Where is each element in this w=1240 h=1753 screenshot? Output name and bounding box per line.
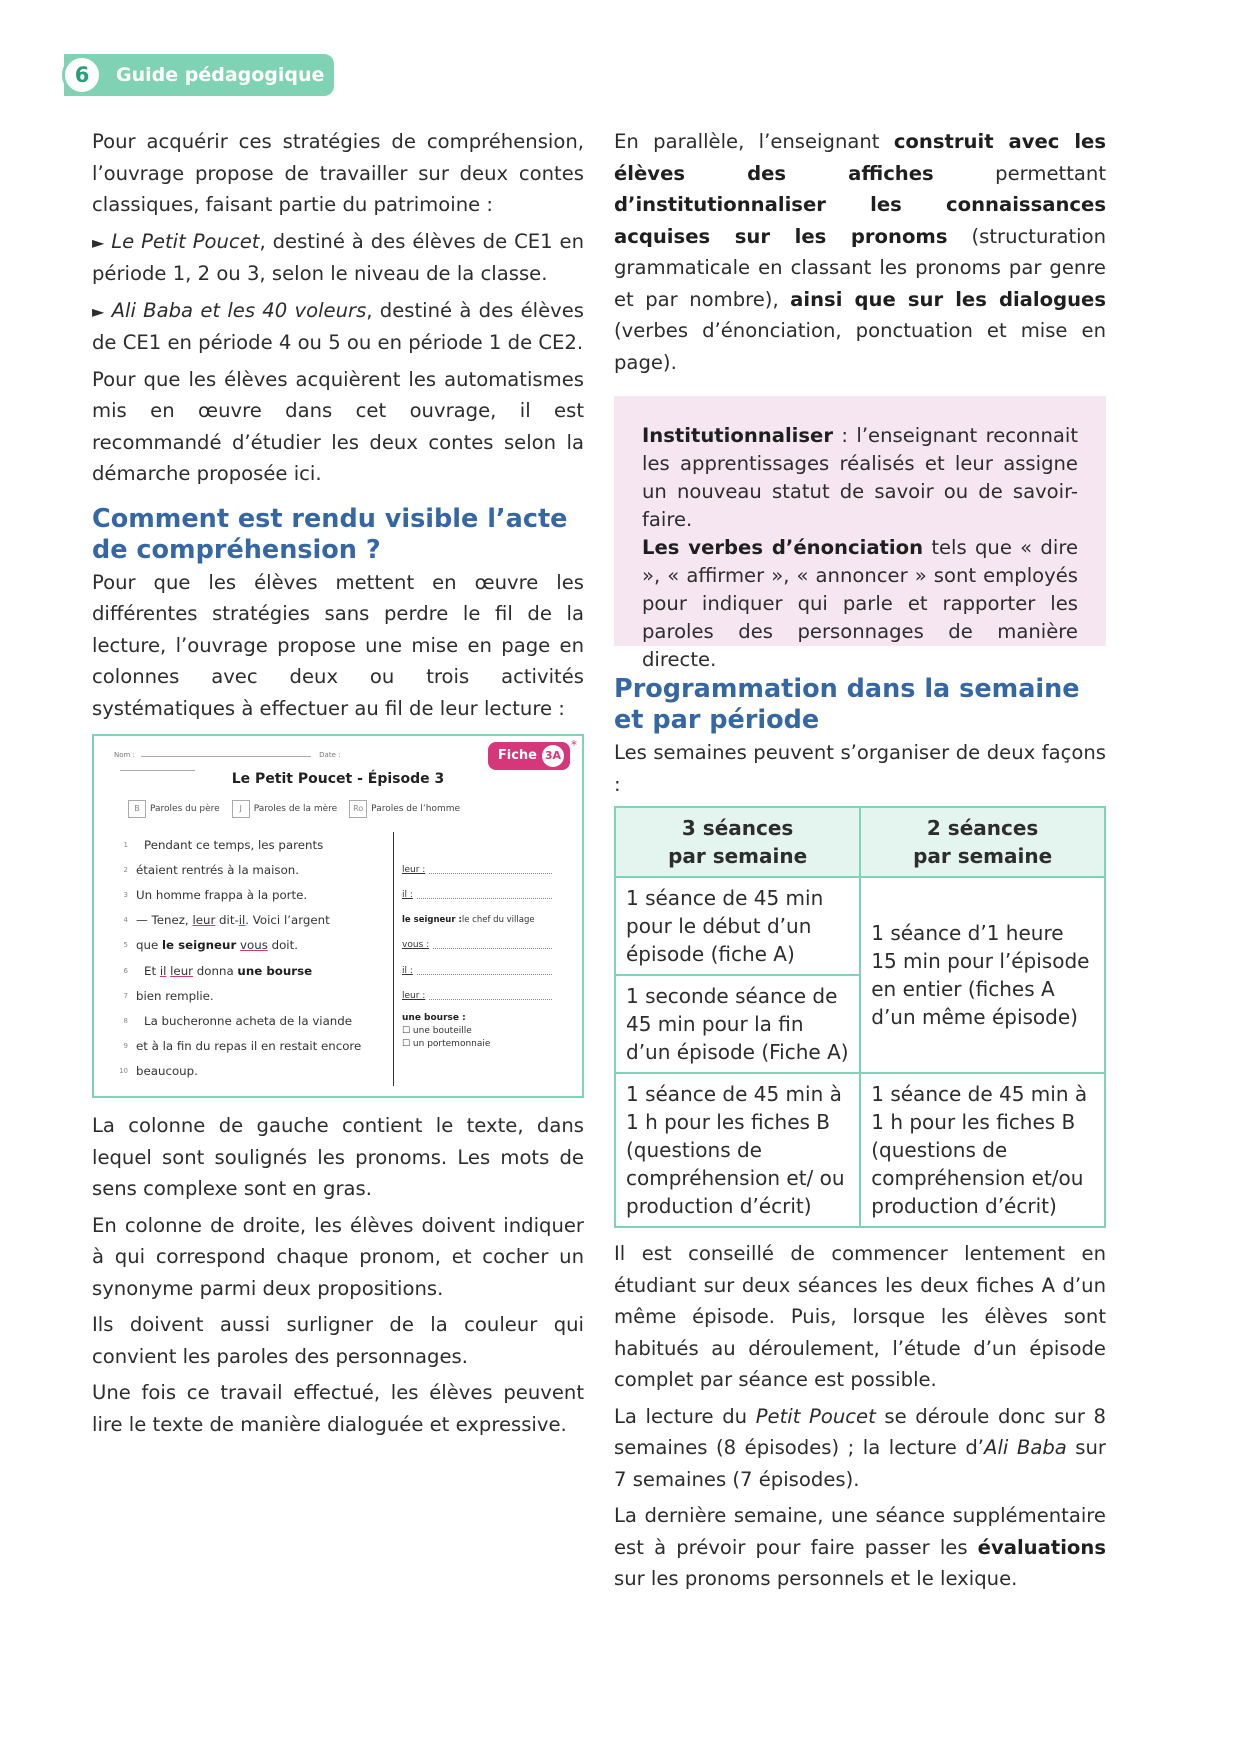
legend-item bbox=[349, 800, 460, 818]
fiche-example-figure bbox=[92, 734, 584, 1098]
table-header: 2 séances par semaine bbox=[860, 807, 1105, 877]
right-column bbox=[614, 126, 1106, 1600]
legend-color-box: B bbox=[128, 800, 146, 818]
table-row bbox=[615, 1073, 1105, 1227]
conseil-paragraph: Il est conseillé de commencer lentement en étudiant sur deux séances les deux fiches A d’un même épisode. Puis, lorsque les élèves sont habitués au déroulement, l’étude d’un épisode complet par séance est possible. bbox=[614, 1242, 1106, 1391]
bullet-ali-baba bbox=[92, 295, 584, 359]
answer-row: vous : bbox=[402, 933, 552, 958]
table-cell: 1 séance de 45 min à 1 h pour les fiches B (questions de compréhension et/ou production d’écrit) bbox=[860, 1073, 1105, 1227]
header-tab bbox=[64, 54, 334, 96]
answer-row: leur : bbox=[402, 983, 552, 1008]
bullet-text: , destiné à des élèves de CE1 en période 1, 2 ou 3, selon le niveau de la classe. bbox=[92, 229, 584, 285]
schedule-table bbox=[614, 806, 1106, 1228]
table-header: 3 séances par semaine bbox=[615, 807, 860, 877]
table-cell: 1 seconde séance de 45 min pour la fin d’un épisode (Fiche A) bbox=[615, 975, 860, 1073]
definition-text: : l’enseignant reconnait les apprentissages réalisés et leur assigne un nouveau statut de savoir ou de savoir-faire. bbox=[642, 424, 1078, 531]
definition-term: Institutionnaliser bbox=[642, 424, 834, 447]
colonne-gauche-paragraph: La colonne de gauche contient le texte, dans lequel sont soulignés les pronoms. Les mots de sens complexe sont en gras. bbox=[92, 1114, 584, 1200]
story-line: 3 Un homme frappa à la porte. bbox=[123, 887, 308, 902]
section-heading-programmation: Programmation dans la semaine et par période bbox=[614, 674, 1080, 735]
legend-color-box: Ro bbox=[349, 800, 367, 818]
legend-item bbox=[128, 800, 220, 818]
table-header-row bbox=[615, 807, 1105, 877]
legend-label: Paroles de la mère bbox=[253, 804, 338, 814]
answer-row: leur : bbox=[402, 857, 552, 882]
table-cell: 1 séance de 45 min à 1 h pour les fiches B (questions de compréhension et/ ou production d’écrit) bbox=[615, 1073, 860, 1227]
answer-row: il : bbox=[402, 882, 552, 907]
fiche-badge-number: 3A bbox=[542, 745, 564, 767]
legend-color-box: J bbox=[232, 800, 250, 818]
book-title: Le Petit Poucet bbox=[111, 229, 260, 253]
derniere-semaine-paragraph: La dernière semaine, une séance supplémentaire est à prévoir pour faire passer les évaluations sur les pronoms personnels et le lexique. bbox=[614, 1504, 1106, 1590]
section-heading-comprehension: Comment est rendu visible l’acte de compréhension ? bbox=[92, 503, 568, 565]
story-line: 4 — Tenez, leur dit-il. Voici l’argent bbox=[123, 913, 330, 928]
story-line: 10 beaucoup. bbox=[119, 1064, 198, 1079]
answer-row: il : bbox=[402, 958, 552, 983]
fiche-body bbox=[114, 832, 552, 1086]
lecture-paragraph: La lecture du Petit Poucet se déroule donc sur 8 semaines (8 épisodes) ; la lecture d’Ali Baba sur 7 semaines (7 épisodes). bbox=[614, 1404, 1106, 1491]
legend-label: Paroles de l’homme bbox=[371, 804, 461, 814]
checkbox-option: ☐ une bouteille bbox=[402, 1026, 472, 1037]
color-legend bbox=[128, 800, 460, 818]
answer-row bbox=[402, 832, 552, 857]
header-title: Guide pédagogique bbox=[116, 64, 325, 86]
story-line: 9 et à la fin du repas il en restait encore bbox=[123, 1039, 362, 1054]
fiche-badge-label: Fiche bbox=[497, 748, 537, 763]
table-intro: Les semaines peuvent s’organiser de deux façons : bbox=[614, 741, 1106, 796]
answer-column bbox=[394, 832, 552, 1086]
fiche-badge bbox=[488, 742, 570, 770]
legend-label: Paroles du père bbox=[150, 804, 220, 814]
nom-label: Nom : bbox=[114, 751, 135, 759]
strategies-paragraph: Pour que les élèves mettent en œuvre les différentes stratégies sans perdre le fil de la lecture, l’ouvrage propose une mise en page en colonnes avec deux ou trois activités systématiques à effectuer au fil de leur lecture : bbox=[92, 570, 584, 720]
table-cell: 1 séance de 45 min pour le début d’un épisode (fiche A) bbox=[615, 877, 860, 975]
story-line: 2 étaient rentrés à la maison. bbox=[123, 862, 300, 877]
affiches-paragraph: En parallèle, l’enseignant construit avec les élèves des affiches permettant d’institutionnaliser les connaissances acquises sur les pronoms (structuration grammaticale en classant les pronoms par genre et par nombre), ainsi que sur les dialogues (verbes d’énonciation, ponctuation et mise en page). bbox=[614, 130, 1107, 374]
synonym-choice: une bourse : ☐ une bouteille ☐ un portemonnaie bbox=[402, 1013, 491, 1050]
story-text-column bbox=[114, 832, 394, 1086]
story-line: 7 bien remplie. bbox=[123, 988, 214, 1003]
table-row bbox=[615, 877, 1105, 975]
checkbox-option: ☐ un portemonnaie bbox=[402, 1039, 491, 1050]
story-line: 8 La bucheronne acheta de la viande bbox=[123, 1013, 353, 1028]
definition-term: Les verbes d’énonciation bbox=[642, 536, 924, 559]
story-line: 6 Et il leur donna une bourse bbox=[123, 963, 313, 978]
fiche-title: Le Petit Poucet - Épisode 3 bbox=[231, 771, 445, 787]
bullet-text: , destiné à des élèves de CE1 en période 4 ou 5 ou en période 1 de CE2. bbox=[92, 298, 585, 354]
star-icon: * bbox=[571, 738, 577, 752]
surligner-paragraph: Ils doivent aussi surligner de la couleur qui convient les paroles des personnages. bbox=[92, 1313, 584, 1368]
triangle-bullet-icon: ► bbox=[92, 301, 105, 321]
legend-item bbox=[232, 800, 337, 818]
book-title: Ali Baba et les 40 voleurs bbox=[111, 298, 367, 322]
colonne-droite-paragraph: En colonne de droite, les élèves doivent indiquer à qui correspond chaque pronom, et cocher un synonyme parmi deux propositions. bbox=[92, 1213, 584, 1300]
intro-paragraph: Pour acquérir ces stratégies de compréhension, l’ouvrage propose de travailler sur deux contes classiques, faisant partie du patrimoine : bbox=[92, 130, 584, 216]
page-number: 6 bbox=[62, 55, 102, 95]
definition-text: tels que « dire », « affirmer », « annoncer » sont employés pour indiquer qui parle et rapporter les paroles des personnages de manière directe. bbox=[642, 536, 1078, 671]
story-line: 1 Pendant ce temps, les parents bbox=[123, 837, 324, 852]
bullet-petit-poucet bbox=[92, 226, 584, 290]
triangle-bullet-icon: ► bbox=[92, 232, 105, 252]
lecture-dialoguee-paragraph: Une fois ce travail effectué, les élèves peuvent lire le texte de manière dialoguée et expressive. bbox=[92, 1381, 584, 1436]
story-line: 5 que le seigneur vous doit. bbox=[123, 938, 298, 953]
definition-box bbox=[614, 396, 1106, 671]
date-label: Date : bbox=[319, 751, 341, 759]
table-cell: 1 séance d’1 heure 15 min pour l’épisode en entier (fiches A d’un même épisode) bbox=[860, 877, 1105, 1073]
answer-row: le seigneur : le chef du village bbox=[402, 915, 535, 926]
automatismes-paragraph: Pour que les élèves acquièrent les automatismes mis en œuvre dans cet ouvrage, il est recommandé d’étudier les deux contes selon la démarche proposée ici. bbox=[92, 367, 584, 485]
left-column bbox=[92, 126, 584, 1445]
